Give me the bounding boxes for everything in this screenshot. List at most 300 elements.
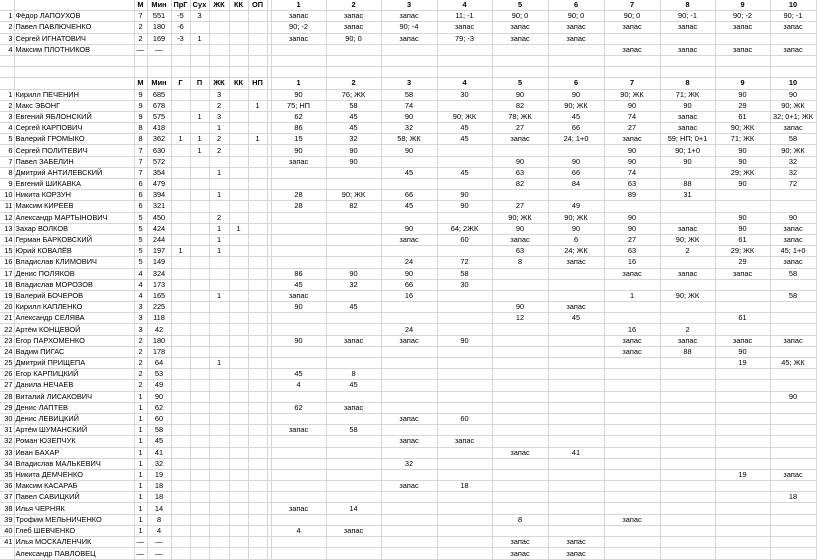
table-cell	[604, 302, 660, 313]
table-cell: 28	[271, 190, 326, 201]
table-cell: запас	[604, 268, 660, 279]
table-cell: Павел ПАВЛЮЧЕНКО	[14, 22, 134, 33]
table-cell: 2	[209, 212, 229, 223]
table-cell: 72	[770, 179, 816, 190]
table-cell: запас	[381, 436, 437, 447]
table-cell	[492, 481, 548, 492]
table-cell	[326, 55, 381, 66]
table-cell	[437, 425, 492, 436]
table-cell	[326, 469, 381, 480]
table-cell	[209, 514, 229, 525]
table-cell: 197	[147, 246, 171, 257]
table-cell	[715, 279, 770, 290]
table-cell	[381, 537, 437, 548]
table-cell: 58; ЖК	[381, 134, 437, 145]
table-cell	[248, 436, 267, 447]
table-cell	[604, 436, 660, 447]
table-cell: запас	[326, 22, 381, 33]
table-cell: 12	[0, 212, 14, 223]
table-cell	[437, 358, 492, 369]
table-cell	[248, 525, 267, 536]
table-cell	[14, 78, 134, 89]
table-cell	[229, 358, 248, 369]
table-cell: Павел САВИЦКИЙ	[14, 492, 134, 503]
table-cell	[715, 548, 770, 560]
table-cell: 479	[147, 179, 171, 190]
table-cell: 90; ЖК	[660, 234, 715, 245]
table-cell	[209, 537, 229, 548]
table-cell: 7	[134, 156, 147, 167]
table-cell: запас	[548, 257, 604, 268]
table-cell: 16	[0, 257, 14, 268]
table-cell	[171, 313, 190, 324]
table-cell	[437, 156, 492, 167]
table-cell	[271, 358, 326, 369]
table-cell: 58	[437, 268, 492, 279]
table-cell	[171, 369, 190, 380]
table-cell	[190, 514, 209, 525]
table-cell: 90	[548, 223, 604, 234]
table-cell	[248, 548, 267, 560]
table-cell	[381, 358, 437, 369]
table-cell: 2	[134, 346, 147, 357]
table-cell	[171, 201, 190, 212]
table-cell: 6	[548, 78, 604, 89]
table-cell	[248, 425, 267, 436]
table-cell	[190, 537, 209, 548]
table-row	[0, 481, 816, 492]
table-cell	[271, 514, 326, 525]
table-cell: 3	[381, 0, 437, 11]
table-cell	[229, 503, 248, 514]
table-cell	[604, 201, 660, 212]
table-cell	[190, 223, 209, 234]
table-row	[0, 179, 816, 190]
table-cell	[209, 67, 229, 78]
table-cell: 41	[0, 537, 14, 548]
table-cell: 41	[147, 447, 171, 458]
table-cell: 1	[0, 89, 14, 100]
table-cell	[171, 179, 190, 190]
table-cell	[14, 0, 134, 11]
table-cell: 1	[604, 290, 660, 301]
table-cell: 18	[0, 279, 14, 290]
table-cell	[604, 548, 660, 560]
table-cell	[326, 413, 381, 424]
table-cell	[437, 447, 492, 458]
table-cell	[437, 514, 492, 525]
table-cell	[770, 537, 816, 548]
table-cell	[190, 324, 209, 335]
table-cell	[171, 436, 190, 447]
table-cell: запас	[381, 33, 437, 44]
table-cell	[548, 55, 604, 66]
table-cell	[229, 290, 248, 301]
table-cell	[171, 257, 190, 268]
table-cell	[171, 89, 190, 100]
table-cell: 1	[134, 425, 147, 436]
table-cell: 90	[381, 268, 437, 279]
table-cell	[147, 67, 171, 78]
table-cell: 32	[381, 458, 437, 469]
table-cell	[248, 234, 267, 245]
table-cell	[660, 391, 715, 402]
table-cell: Фёдор ЛАПОУХОВ	[14, 11, 134, 22]
table-cell: 28	[0, 391, 14, 402]
table-cell: 3	[134, 313, 147, 324]
table-cell	[492, 458, 548, 469]
table-cell: Захар ВОЛКОВ	[14, 223, 134, 234]
table-cell: 90; ЖК	[326, 190, 381, 201]
table-cell: 1	[209, 167, 229, 178]
table-cell: 90; -1	[660, 11, 715, 22]
table-cell	[548, 525, 604, 536]
table-cell	[492, 503, 548, 514]
table-cell	[171, 123, 190, 134]
table-cell: 21	[0, 313, 14, 324]
table-cell: 1	[190, 134, 209, 145]
table-cell: 90	[271, 89, 326, 100]
table-cell: 1	[248, 134, 267, 145]
table-cell: 90	[437, 201, 492, 212]
table-cell	[492, 525, 548, 536]
table-row	[0, 324, 816, 335]
table-cell	[271, 481, 326, 492]
table-cell	[171, 156, 190, 167]
table-cell	[770, 503, 816, 514]
table-cell	[0, 55, 14, 66]
table-cell: 74	[381, 100, 437, 111]
table-cell	[248, 413, 267, 424]
table-cell	[492, 492, 548, 503]
table-cell	[660, 302, 715, 313]
table-cell: —	[134, 537, 147, 548]
table-cell: Максим КИРЕЕВ	[14, 201, 134, 212]
table-cell	[604, 492, 660, 503]
table-cell: 244	[147, 234, 171, 245]
table-row	[0, 313, 816, 324]
table-cell	[190, 167, 209, 178]
table-cell	[604, 369, 660, 380]
table-cell	[171, 100, 190, 111]
table-cell: 90	[381, 223, 437, 234]
table-cell: 2	[209, 134, 229, 145]
table-cell	[209, 44, 229, 55]
table-row	[0, 279, 816, 290]
table-cell: Кирилл КАПЛЕНКО	[14, 302, 134, 313]
table-cell: запас	[770, 223, 816, 234]
table-cell	[715, 436, 770, 447]
blank-row	[0, 55, 816, 66]
table-cell	[190, 413, 209, 424]
table-cell: 14	[147, 503, 171, 514]
table-cell: 7	[134, 167, 147, 178]
table-cell: ОП	[248, 0, 267, 11]
table-cell: 45	[381, 167, 437, 178]
table-cell	[715, 190, 770, 201]
table-cell	[660, 525, 715, 536]
table-cell	[381, 391, 437, 402]
table-cell	[548, 469, 604, 480]
table-cell	[229, 268, 248, 279]
table-cell: 24	[381, 324, 437, 335]
table-cell: Валерий ГРОМЫКО	[14, 134, 134, 145]
table-cell: запас	[715, 44, 770, 55]
table-cell	[437, 492, 492, 503]
table-cell: 10	[770, 78, 816, 89]
table-cell	[660, 313, 715, 324]
table-cell	[171, 525, 190, 536]
table-cell: 18	[437, 481, 492, 492]
table-cell	[171, 302, 190, 313]
table-cell	[715, 481, 770, 492]
table-cell	[715, 525, 770, 536]
table-cell	[492, 369, 548, 380]
table-cell	[209, 369, 229, 380]
table-cell: 1	[209, 123, 229, 134]
table-cell	[229, 279, 248, 290]
table-row	[0, 44, 816, 55]
table-cell: 27	[492, 123, 548, 134]
table-cell	[437, 179, 492, 190]
table-cell: 14	[326, 503, 381, 514]
table-cell: запас	[660, 123, 715, 134]
table-row	[0, 123, 816, 134]
table-cell	[190, 234, 209, 245]
table-cell	[548, 268, 604, 279]
table-cell: Александр МАРТЫНОВИЧ	[14, 212, 134, 223]
table-cell	[660, 548, 715, 560]
table-cell	[271, 212, 326, 223]
table-cell: Данила НЕЧАЕВ	[14, 380, 134, 391]
table-cell	[492, 425, 548, 436]
table-cell	[660, 201, 715, 212]
table-cell: запас	[271, 156, 326, 167]
table-row	[0, 89, 816, 100]
table-cell	[381, 346, 437, 357]
table-cell	[604, 458, 660, 469]
table-cell: 84	[548, 179, 604, 190]
table-cell: 90	[492, 156, 548, 167]
table-cell	[14, 55, 134, 66]
table-cell	[326, 436, 381, 447]
table-cell: 19	[715, 469, 770, 480]
table-cell: Евгений ШИКАВКА	[14, 179, 134, 190]
table-cell	[770, 425, 816, 436]
table-cell: Владислав МОРОЗОВ	[14, 279, 134, 290]
table-cell: 16	[381, 290, 437, 301]
table-cell: 24; ЖК	[548, 246, 604, 257]
table-cell: —	[147, 537, 171, 548]
table-cell: Егор КАРПИЦКИЙ	[14, 369, 134, 380]
table-cell	[248, 257, 267, 268]
table-cell: запас	[660, 223, 715, 234]
table-cell: запас	[604, 134, 660, 145]
table-cell: 32	[326, 134, 381, 145]
table-cell: 61	[715, 111, 770, 122]
table-cell	[548, 190, 604, 201]
table-cell: 2	[134, 33, 147, 44]
table-cell: 16	[604, 257, 660, 268]
table-cell	[271, 537, 326, 548]
table-cell: 2	[134, 22, 147, 33]
table-cell	[248, 391, 267, 402]
table-cell	[271, 469, 326, 480]
table-cell: 58	[147, 425, 171, 436]
table-cell: 2	[209, 145, 229, 156]
table-cell	[209, 391, 229, 402]
table-cell	[604, 313, 660, 324]
table-cell: запас	[326, 525, 381, 536]
table-cell: 3	[209, 89, 229, 100]
table-row	[0, 111, 816, 122]
table-cell: 180	[147, 22, 171, 33]
table-cell: 27	[604, 123, 660, 134]
table-cell	[715, 67, 770, 78]
table-cell: 35	[0, 469, 14, 480]
table-cell	[248, 279, 267, 290]
table-cell: 1	[134, 469, 147, 480]
table-cell: 5	[492, 0, 548, 11]
table-cell: 32	[0, 436, 14, 447]
table-cell: 90	[715, 223, 770, 234]
table-cell	[548, 481, 604, 492]
table-cell	[271, 55, 326, 66]
table-cell	[229, 89, 248, 100]
table-cell: ЖК	[209, 0, 229, 11]
table-cell: Евгений ЯБЛОНСКИЙ	[14, 111, 134, 122]
table-cell	[209, 425, 229, 436]
table-row	[0, 458, 816, 469]
table-cell: 1	[171, 246, 190, 257]
table-cell: 1	[229, 223, 248, 234]
table-cell: -6	[171, 22, 190, 33]
table-cell: 575	[147, 111, 171, 122]
table-cell: 118	[147, 313, 171, 324]
table-cell: 3	[0, 111, 14, 122]
table-cell: 45	[147, 436, 171, 447]
table-cell: Сергей ИГНАТОВИЧ	[14, 33, 134, 44]
table-cell	[171, 67, 190, 78]
table-cell: 90; ЖК	[770, 100, 816, 111]
table-cell	[229, 167, 248, 178]
table-row	[0, 391, 816, 402]
table-cell	[190, 525, 209, 536]
table-cell	[770, 201, 816, 212]
table-cell	[229, 156, 248, 167]
table-cell: 59; НП; 0+1	[660, 134, 715, 145]
table-cell: 27	[492, 201, 548, 212]
table-cell	[326, 346, 381, 357]
table-cell: 90; -4	[381, 22, 437, 33]
table-cell: 165	[147, 290, 171, 301]
table-cell: запас	[660, 335, 715, 346]
table-cell	[0, 548, 14, 560]
table-cell	[171, 514, 190, 525]
table-cell: запас	[548, 33, 604, 44]
table-cell	[248, 369, 267, 380]
table-cell: 4	[437, 0, 492, 11]
table-cell	[715, 380, 770, 391]
table-cell	[171, 290, 190, 301]
table-cell	[271, 548, 326, 560]
table-cell	[437, 324, 492, 335]
table-cell	[326, 324, 381, 335]
table-cell: ЖК	[209, 78, 229, 89]
table-cell	[229, 447, 248, 458]
table-cell: 90; -1	[770, 11, 816, 22]
table-cell: 45	[326, 123, 381, 134]
table-cell	[715, 290, 770, 301]
table-cell	[492, 290, 548, 301]
table-cell: 11	[0, 201, 14, 212]
table-cell	[548, 380, 604, 391]
table-cell: 321	[147, 201, 171, 212]
table-cell: 8	[134, 123, 147, 134]
table-cell	[660, 503, 715, 514]
table-cell: 90	[604, 145, 660, 156]
table-cell: запас	[660, 111, 715, 122]
table-cell: 90	[381, 111, 437, 122]
table-cell: 4	[134, 279, 147, 290]
table-cell: 45	[271, 279, 326, 290]
table-cell: Егор ПАРХОМЕНКО	[14, 335, 134, 346]
table-cell: 90	[271, 145, 326, 156]
table-cell: запас	[492, 33, 548, 44]
table-cell	[715, 33, 770, 44]
table-cell: Никита КОРЗУН	[14, 190, 134, 201]
table-cell	[190, 268, 209, 279]
table-cell	[171, 548, 190, 560]
table-cell: 63	[604, 179, 660, 190]
table-cell: 24	[381, 257, 437, 268]
table-row	[0, 369, 816, 380]
table-cell: 75; НП	[271, 100, 326, 111]
table-cell: 16	[604, 324, 660, 335]
table-cell	[381, 369, 437, 380]
table-cell: 22	[0, 324, 14, 335]
table-cell: 29	[715, 100, 770, 111]
table-cell: 9	[134, 100, 147, 111]
table-cell: -5	[171, 11, 190, 22]
table-cell	[229, 234, 248, 245]
table-cell: 90	[437, 335, 492, 346]
table-cell: —	[134, 44, 147, 55]
table-cell	[437, 44, 492, 55]
table-cell	[209, 413, 229, 424]
table-cell	[604, 447, 660, 458]
table-cell	[248, 111, 267, 122]
table-cell: 1	[134, 436, 147, 447]
table-cell	[437, 525, 492, 536]
table-cell: 90	[381, 145, 437, 156]
table-cell	[770, 324, 816, 335]
table-cell: 3	[190, 11, 209, 22]
table-row	[0, 335, 816, 346]
table-cell: 58	[770, 290, 816, 301]
table-cell	[271, 44, 326, 55]
table-cell: 1	[209, 358, 229, 369]
table-cell: 88	[660, 346, 715, 357]
table-cell	[229, 179, 248, 190]
table-cell: 90	[715, 346, 770, 357]
table-cell	[492, 268, 548, 279]
table-cell: 3	[381, 78, 437, 89]
table-cell: Виталий ЛИСАКОВИЧ	[14, 391, 134, 402]
table-cell	[326, 481, 381, 492]
header-row-players	[0, 78, 816, 89]
table-cell	[770, 313, 816, 324]
